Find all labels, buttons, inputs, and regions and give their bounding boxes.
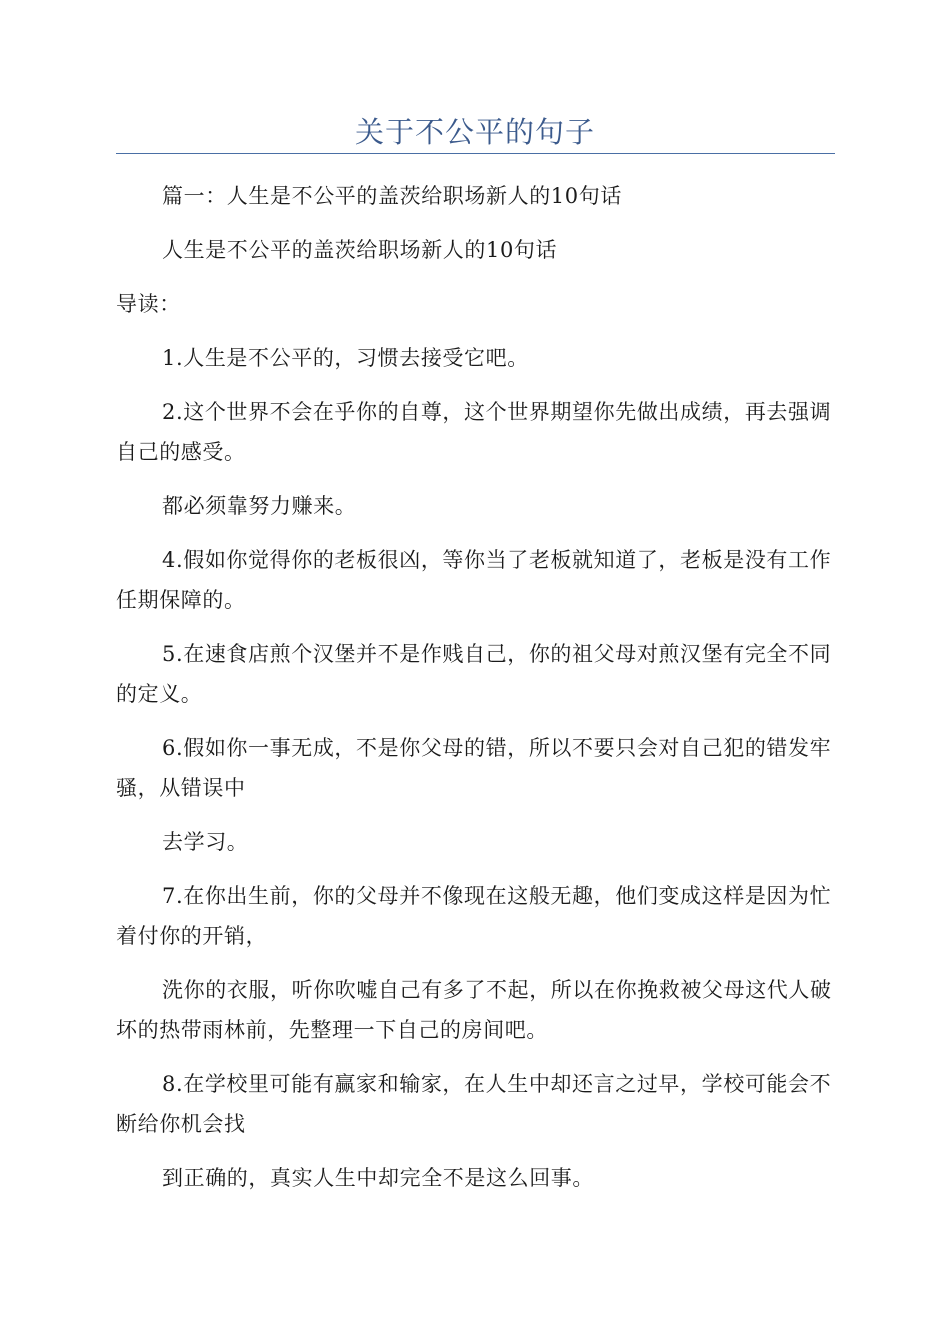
paragraph: 2.这个世界不会在乎你的自尊，这个世界期望你先做出成绩，再去强调自己的感受。	[116, 400, 832, 464]
paragraph: 去学习。	[162, 830, 249, 854]
title-underline	[116, 153, 835, 154]
paragraph: 洗你的衣服，听你吹嘘自己有多了不起，所以在你挽救被父母这代人破坏的热带雨林前，先整理一下自己的房间吧。	[116, 978, 832, 1042]
paragraph: 5.在速食店煎个汉堡并不是作贱自己，你的祖父母对煎汉堡有完全不同的定义。	[116, 642, 832, 706]
paragraph: 1.人生是不公平的，习惯去接受它吧。	[162, 346, 529, 370]
paragraph: 人生是不公平的盖茨给职场新人的10句话	[162, 238, 558, 262]
document-title: 关于不公平的句子	[354, 115, 595, 149]
paragraph: 8.在学校里可能有赢家和输家，在人生中却还言之过早，学校可能会不断给你机会找	[116, 1072, 832, 1136]
paragraph: 6.假如你一事无成，不是你父母的错，所以不要只会对自己犯的错发牢骚，从错误中	[116, 736, 832, 800]
document-body	[116, 176, 832, 1212]
paragraph: 到正确的，真实人生中却完全不是这么回事。	[162, 1166, 594, 1190]
paragraph: 导读：	[116, 292, 181, 316]
paragraph: 篇一：人生是不公平的盖茨给职场新人的10句话	[162, 184, 622, 208]
paragraph: 4.假如你觉得你的老板很凶，等你当了老板就知道了，老板是没有工作任期保障的。	[116, 548, 832, 612]
paragraph: 7.在你出生前，你的父母并不像现在这般无趣，他们变成这样是因为忙着付你的开销，	[116, 884, 832, 948]
paragraph: 都必须靠努力赚来。	[162, 494, 357, 518]
